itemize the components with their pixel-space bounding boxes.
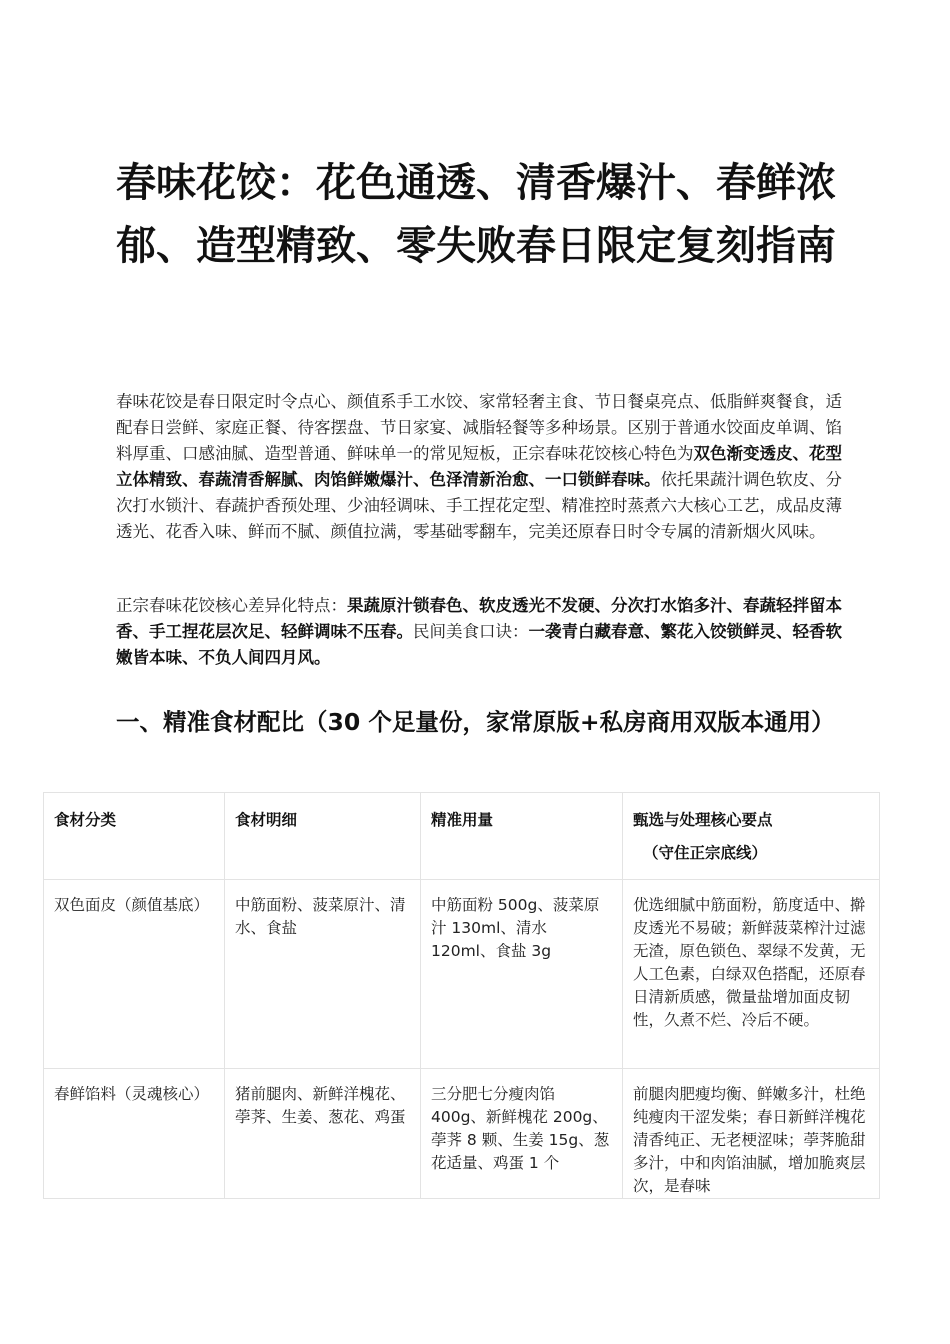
ingredients-table	[43, 792, 880, 1199]
table-row	[44, 1069, 880, 1199]
cell-items-text: 猪前腿肉、新鲜洋槐花、荸荠、生姜、葱花、鸡蛋	[235, 1085, 406, 1126]
cell-category	[44, 1069, 225, 1199]
features-bold-2: 一袭青白藏春意、繁花入饺锁鲜灵、轻香软嫩皆本味、不负人间四月风。	[116, 622, 842, 667]
header-notes	[623, 793, 880, 880]
intro-bold-1: 双色渐变透皮、花型立体精致、春蔬清香解腻、肉馅鲜嫩爆汁、色泽清新治愈、一口锁鲜春味。	[116, 444, 842, 489]
cell-category-text: 春鲜馅料（灵魂核心）	[54, 1085, 210, 1103]
header-items: 食材明细	[225, 793, 421, 880]
section-heading: 一、精准食材配比（30 个足量份，家常原版+私房商用双版本通用）	[116, 708, 835, 736]
table-row	[44, 880, 880, 1069]
cell-notes: 优选细腻中筋面粉，筋度适中、擀皮透光不易破；新鲜菠菜榨汁过滤无渣，原色锁色、翠绿不发黄，无人工色素，白绿双色搭配，还原春日清新质感，微量盐增加面皮韧性，久煮不烂、冷后不硬。	[623, 880, 880, 1069]
header-category: 食材分类	[44, 793, 225, 880]
header-notes-subtitle: （守住正宗底线）	[643, 844, 768, 862]
table-header-row	[44, 793, 880, 880]
intro-text-1: 春味花饺是春日限定时令点心、颜值系手工水饺、家常轻奢主食、节日餐桌亮点、低脂鲜爽餐食，适配春日尝鲜、家庭正餐、待客摆盘、节日家宴、减脂轻餐等多种场景。区别于普通水饺面皮单调、馅料厚重、口感油腻、造型普通、鲜味单一的常见短板，正宗春味花饺核心特色为	[116, 392, 842, 463]
cell-amount: 中筋面粉 500g、菠菜原汁 130ml、清水 120ml、食盐 3g	[421, 880, 623, 1069]
features-text-1: 正宗春味花饺核心差异化特点：	[116, 596, 347, 615]
cell-items	[225, 1069, 421, 1199]
features-text-2: 民间美食口诀：	[413, 622, 529, 641]
features-bold-1: 果蔬原汁锁春色、软皮透光不发硬、分次打水馅多汁、春蔬轻拌留本香、手工捏花层次足、轻鲜调味不压春。	[116, 596, 842, 641]
features-paragraph	[116, 593, 844, 671]
cell-notes-text: 前腿肉肥瘦均衡、鲜嫩多汁，杜绝纯瘦肉干涩发柴；春日新鲜洋槐花清香纯正、无老梗涩味；荸荠脆甜多汁，中和肉馅油腻，增加脆爽层次，是春味	[633, 1085, 866, 1195]
header-amount: 精准用量	[421, 793, 623, 880]
cell-amount	[421, 1069, 623, 1199]
cell-category: 双色面皮（颜值基底）	[44, 880, 225, 1069]
cell-notes	[623, 1069, 880, 1199]
cell-amount-text: 三分肥七分瘦肉馅 400g、新鲜槐花 200g、荸荠 8 颗、生姜 15g、葱花适量、鸡蛋 1 个	[431, 1085, 610, 1172]
intro-paragraph	[116, 389, 844, 545]
cell-items: 中筋面粉、菠菜原汁、清水、食盐	[225, 880, 421, 1069]
intro-text-2: 依托果蔬汁调色软皮、分次打水锁汁、春蔬护香预处理、少油轻调味、手工捏花定型、精准控时蒸煮六大核心工艺，成品皮薄透光、花香入味、鲜而不腻、颜值拉满，零基础零翻车，完美还原春日时令专属的清新烟火风味。	[116, 470, 842, 541]
header-notes-title: 甄选与处理核心要点	[633, 811, 773, 829]
page-title: 春味花饺：花色通透、清香爆汁、春鲜浓郁、造型精致、零失败春日限定复刻指南	[116, 160, 836, 269]
